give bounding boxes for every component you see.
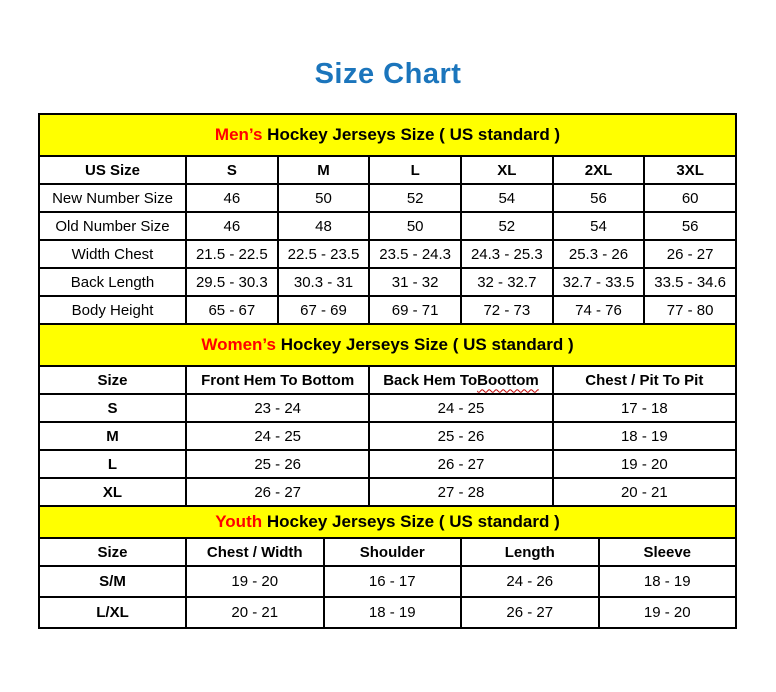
table-cell: 25 - 26 [368,423,551,449]
table-cell: 54 [552,213,644,239]
table-cell: L [107,455,118,473]
column-header-text: Back Hem To [383,371,478,389]
section-youth [40,505,735,627]
table-cell: 46 [185,185,277,211]
section-mens [40,115,735,323]
table-cell: S [107,399,118,417]
table-cell: New Number Size [52,189,173,207]
womens-banner-text: Hockey Jerseys Size ( US standard ) [275,335,574,354]
table-cell: 31 - 32 [368,269,460,295]
table-cell: 19 - 20 [552,451,735,477]
table-cell: 72 - 73 [460,297,552,323]
column-header [368,367,551,393]
table-cell: 17 - 18 [552,395,735,421]
table-cell: 33.5 - 34.6 [643,269,735,295]
column-header: L [368,157,460,183]
table-cell: 48 [277,213,369,239]
column-header: M [277,157,369,183]
table-cell: 32.7 - 33.5 [552,269,644,295]
column-header: Chest / Width [185,539,323,565]
table-cell: 19 - 20 [185,567,323,596]
table-row [40,421,735,449]
table-cell: 26 - 27 [185,479,368,505]
table-cell: 26 - 27 [368,451,551,477]
mens-header-row [40,155,735,183]
table-cell: 29.5 - 30.3 [185,269,277,295]
table-row [40,267,735,295]
table-cell: 54 [460,185,552,211]
table-cell: 24 - 25 [185,423,368,449]
table-cell: 24 - 26 [460,567,598,596]
table-row [40,565,735,596]
table-cell: 74 - 76 [552,297,644,323]
table-cell: 52 [460,213,552,239]
table-cell: Width Chest [71,245,154,263]
table-cell: 23 - 24 [185,395,368,421]
table-cell: 52 [368,185,460,211]
table-row [40,211,735,239]
table-cell: 18 - 19 [598,567,736,596]
table-cell: XL [102,483,123,501]
table-row [40,449,735,477]
table-cell: 60 [643,185,735,211]
table-cell: 24 - 25 [368,395,551,421]
table-cell: 32 - 32.7 [460,269,552,295]
mens-section-banner [40,115,735,155]
table-cell: 19 - 20 [598,598,736,627]
table-cell: 25 - 26 [185,451,368,477]
table-cell: 25.3 - 26 [552,241,644,267]
table-cell: 69 - 71 [368,297,460,323]
table-cell: Back Length [70,273,155,291]
womens-header-row [40,365,735,393]
misspelled-word: Boottom [477,371,539,389]
column-header: Size [97,371,128,389]
table-cell: 65 - 67 [185,297,277,323]
table-cell: 22.5 - 23.5 [277,241,369,267]
column-header: 3XL [643,157,735,183]
column-header: Front Hem To Bottom [185,367,368,393]
column-header: Length [460,539,598,565]
column-header: Size [97,543,128,561]
table-cell: 20 - 21 [552,479,735,505]
table-cell: 50 [368,213,460,239]
mens-banner-accent: Men’s [214,125,263,144]
table-cell: 26 - 27 [460,598,598,627]
table-cell: M [106,427,119,445]
table-cell: 67 - 69 [277,297,369,323]
womens-section-banner [40,323,735,365]
table-cell: 26 - 27 [643,241,735,267]
table-cell: 18 - 19 [323,598,461,627]
table-cell: 30.3 - 31 [277,269,369,295]
column-header: S [185,157,277,183]
youth-banner-text: Hockey Jerseys Size ( US standard ) [262,512,560,531]
column-header: 2XL [552,157,644,183]
column-header: Sleeve [598,539,736,565]
table-cell: Old Number Size [55,217,170,235]
table-cell: 77 - 80 [643,297,735,323]
column-header: US Size [84,161,141,179]
table-row [40,239,735,267]
page-title: Size Chart [314,58,462,90]
youth-header-row [40,537,735,565]
table-cell: 23.5 - 24.3 [368,241,460,267]
column-header: Chest / Pit To Pit [552,367,735,393]
table-row [40,477,735,505]
table-cell: 24.3 - 25.3 [460,241,552,267]
table-row [40,596,735,627]
column-header: XL [460,157,552,183]
table-cell: L/XL [96,604,129,621]
table-cell: 27 - 28 [368,479,551,505]
youth-section-banner [40,505,735,537]
table-row [40,393,735,421]
table-cell: 21.5 - 22.5 [185,241,277,267]
table-row [40,183,735,211]
size-chart-table [38,113,737,629]
table-cell: 18 - 19 [552,423,735,449]
table-cell: 56 [552,185,644,211]
table-row [40,295,735,323]
column-header: Shoulder [323,539,461,565]
table-cell: 16 - 17 [323,567,461,596]
table-cell: 50 [277,185,369,211]
table-cell: Body Height [71,301,154,319]
table-cell: 46 [185,213,277,239]
table-cell: 56 [643,213,735,239]
womens-banner-accent: Women’s [201,335,276,354]
section-womens [40,323,735,505]
table-cell: S/M [99,573,126,590]
youth-banner-accent: Youth [215,512,263,531]
mens-banner-text: Hockey Jerseys Size ( US standard ) [262,125,561,144]
table-cell: 20 - 21 [185,598,323,627]
